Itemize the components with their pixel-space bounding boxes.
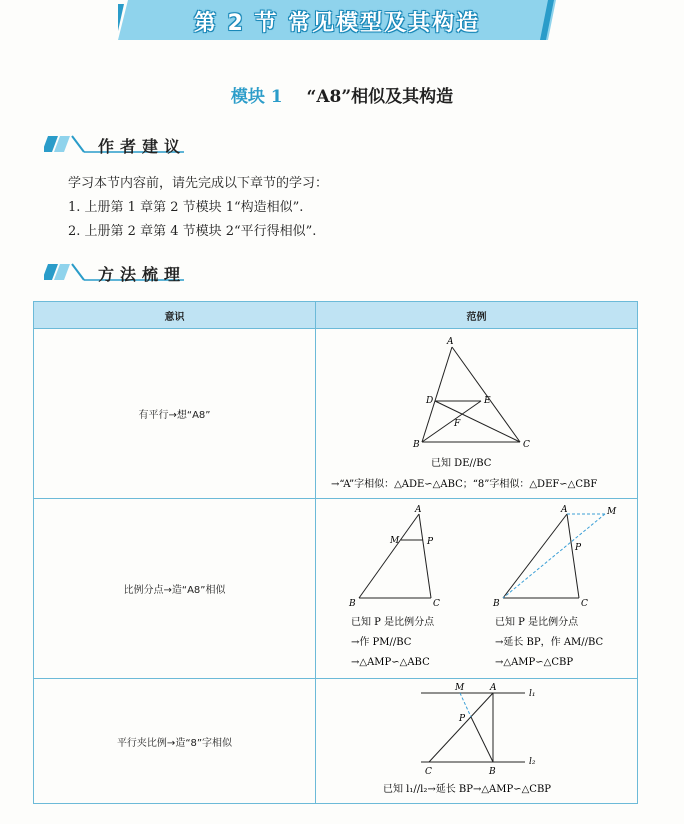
label-B: B <box>348 598 356 609</box>
figure-a8-parallel <box>317 330 637 498</box>
caption-right-3: →△AMP∽△CBP <box>494 656 573 668</box>
label-M: M <box>389 535 399 546</box>
author-intro: 学习本节内容前，请先完成以下章节的学习： <box>68 176 329 191</box>
module-name: “A8”相似及其构造 <box>306 87 454 107</box>
label-B: B <box>488 766 496 777</box>
label-E: E <box>483 395 491 406</box>
label-M: M <box>454 682 464 693</box>
label-B: B <box>492 598 500 609</box>
table-header-row <box>34 302 638 329</box>
label-B: B <box>412 439 420 450</box>
label-l1: l₁ <box>528 688 535 699</box>
table-row <box>34 679 638 804</box>
label-M: M <box>606 506 616 517</box>
label-P: P <box>426 536 433 547</box>
author-item-1: 1. 上册第 1 章第 2 节模块 1“构造相似”. <box>68 200 304 215</box>
caption-right-2: →延长 BP，作 AM//BC <box>494 636 603 648</box>
caption-conclusion: →“A”字相似：△ADE∽△ABC；“8”字相似：△DEF∽△CBF <box>330 478 597 490</box>
figure-ratio-point <box>317 500 637 678</box>
method-label: 方法梳理 <box>98 265 187 284</box>
section-title: 第 2 节 常见模型及其构造 <box>193 11 481 36</box>
author-item-2: 2. 上册第 2 章第 4 节模块 2“平行得相似”. <box>68 224 317 239</box>
label-l2: l₂ <box>528 756 535 767</box>
caption-left-3: →△AMP∽△ABC <box>350 656 430 668</box>
table-row <box>34 329 638 499</box>
label-P: P <box>458 713 465 724</box>
label-C: C <box>580 598 588 609</box>
caption-right-1: 已知 P 是比例分点 <box>494 616 578 628</box>
example-cell <box>316 499 638 679</box>
label-C: C <box>432 598 440 609</box>
caption-left-1: 已知 P 是比例分点 <box>350 616 434 628</box>
caption-left-2: →作 PM//BC <box>350 636 411 648</box>
module-number: 模块 1 <box>230 87 283 107</box>
header-example: 范例 <box>316 302 638 329</box>
figure-parallel-lines <box>317 680 637 803</box>
idea-cell: 比例分点→造“A8”相似 <box>34 499 316 679</box>
module-title <box>0 82 684 107</box>
header-idea: 意识 <box>34 302 316 329</box>
caption-given: 已知 DE//BC <box>430 457 491 469</box>
idea-cell: 有平行→想“A8” <box>34 329 316 499</box>
label-F: F <box>453 418 460 429</box>
label-A: A <box>414 504 421 515</box>
label-C: C <box>522 439 530 450</box>
caption-parallel: 已知 l₁//l₂→延长 BP→△AMP∽△CBP <box>382 783 551 795</box>
label-D: D <box>425 395 433 406</box>
label-C: C <box>424 766 432 777</box>
author-suggestion-label: 作者建议 <box>98 137 187 156</box>
label-A: A <box>446 336 453 347</box>
idea-cell: 平行夹比例→造“8”字相似 <box>34 679 316 804</box>
method-table <box>33 301 638 804</box>
label-A: A <box>560 504 567 515</box>
table-row <box>34 499 638 679</box>
label-A: A <box>489 682 496 693</box>
example-cell <box>316 679 638 804</box>
chapter-banner <box>118 0 556 40</box>
label-P: P <box>574 542 581 553</box>
example-cell <box>316 329 638 499</box>
